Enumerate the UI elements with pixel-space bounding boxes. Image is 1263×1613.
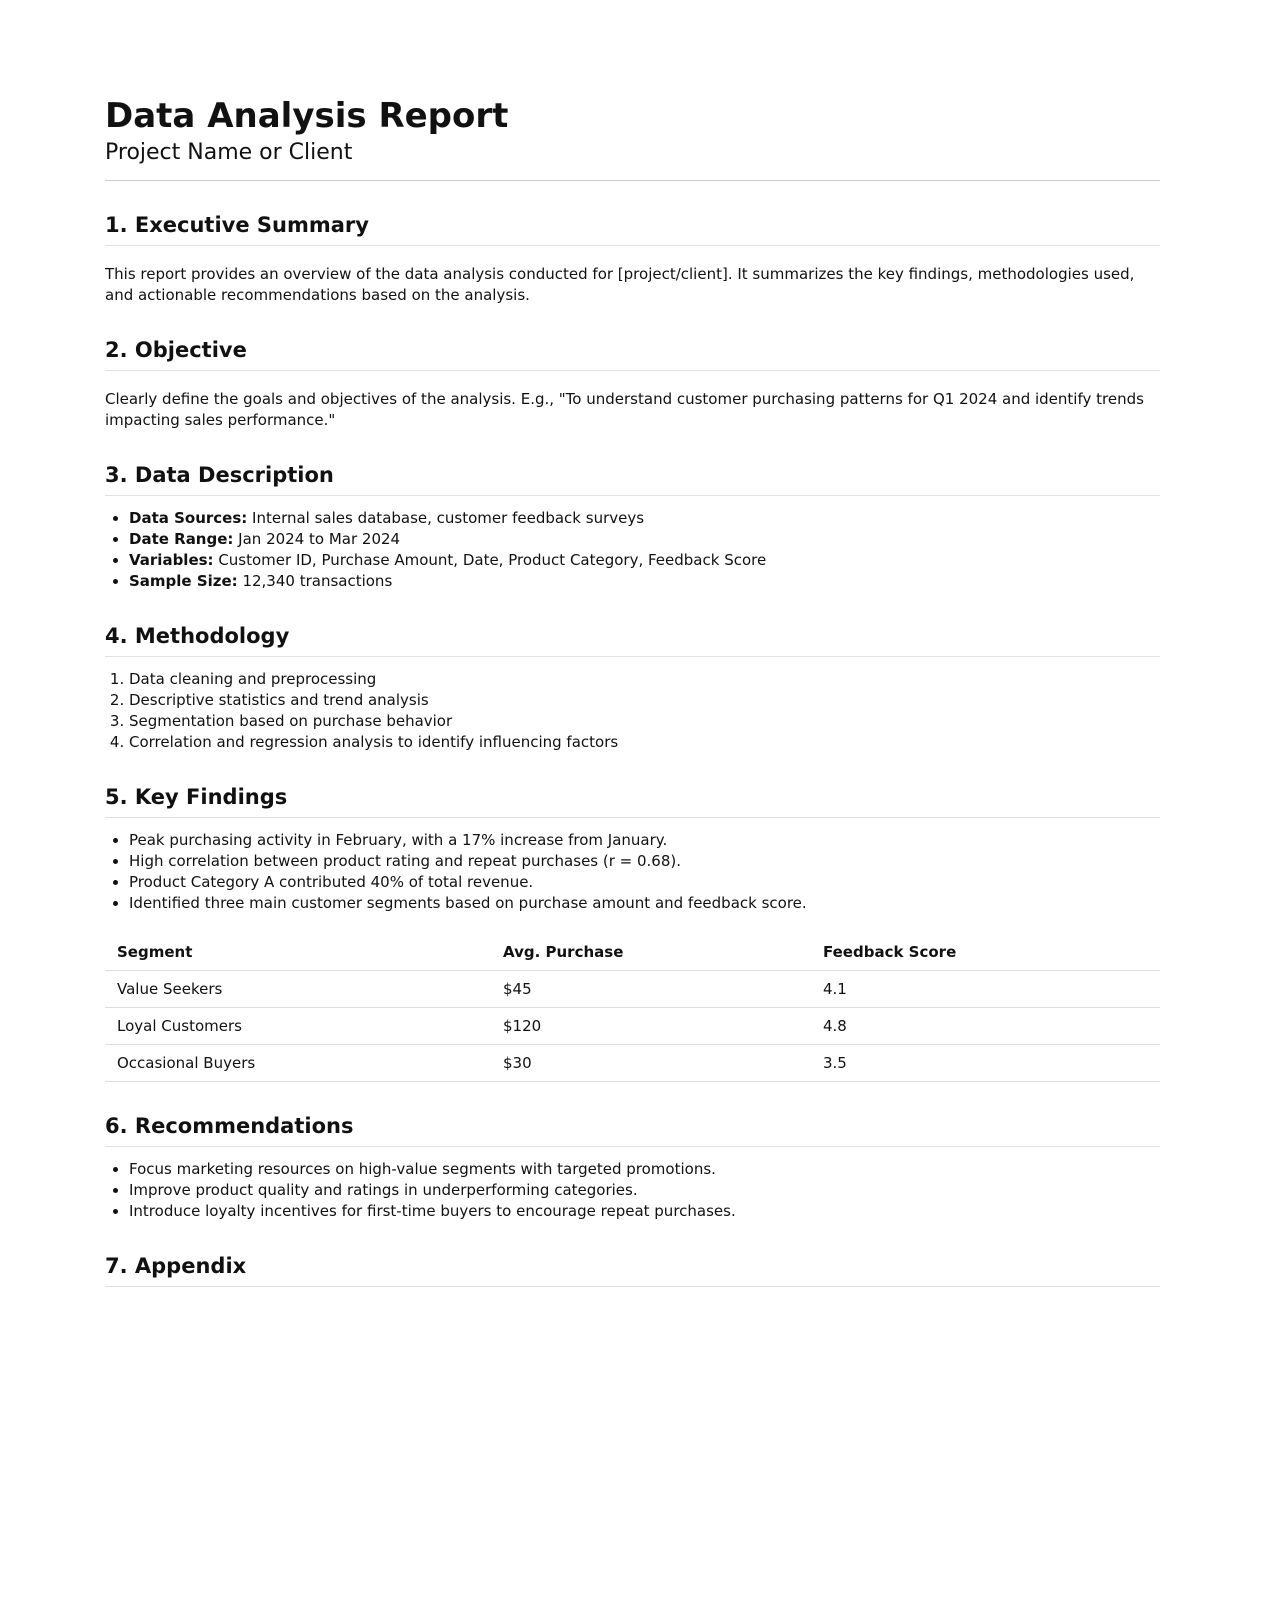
list-item bbox=[129, 529, 1160, 550]
table-cell: Value Seekers bbox=[105, 971, 491, 1008]
data-description-section bbox=[105, 461, 1160, 592]
list-item: • Focus marketing resources on high-value segments with targeted promotions. bbox=[129, 1159, 1160, 1180]
column-header: Segment bbox=[105, 934, 491, 971]
column-header: Avg. Purchase bbox=[491, 934, 811, 971]
table-cell: 4.8 bbox=[811, 1008, 1160, 1045]
table-row bbox=[105, 1045, 1160, 1082]
list-item bbox=[129, 571, 1160, 592]
report-header bbox=[105, 96, 1160, 181]
list-item: • Introduce loyalty incentives for first-time buyers to encourage repeat purchases. bbox=[129, 1201, 1160, 1222]
table-cell: Occasional Buyers bbox=[105, 1045, 491, 1082]
list-item: 4. Correlation and regression analysis to identify influencing factors bbox=[129, 732, 1160, 753]
list-item-term: Sample Size: bbox=[129, 572, 238, 590]
objective-section bbox=[105, 336, 1160, 431]
recommendations-section bbox=[105, 1112, 1160, 1222]
appendix-section bbox=[105, 1252, 1160, 1287]
table-cell: $120 bbox=[491, 1008, 811, 1045]
list-item bbox=[129, 508, 1160, 529]
list-item: • Peak purchasing activity in February, with a 17% increase from January. bbox=[129, 830, 1160, 851]
section-heading: 1. Executive Summary bbox=[105, 211, 1160, 246]
list-item: • High correlation between product rating and repeat purchases (r = 0.68). bbox=[129, 851, 1160, 872]
section-paragraph: This report provides an overview of the data analysis conducted for [project/client]. It summarizes the key findings, methodologies used, and actionable recommendations based on the analysis. bbox=[105, 265, 1135, 304]
report-subtitle: Project Name or Client bbox=[105, 140, 353, 165]
recommendations-list bbox=[105, 1159, 1160, 1222]
methodology-steps bbox=[105, 669, 1160, 753]
list-item: • Identified three main customer segments based on purchase amount and feedback score. bbox=[129, 893, 1160, 914]
table-cell: 4.1 bbox=[811, 971, 1160, 1008]
list-item: 2. Descriptive statistics and trend analysis bbox=[129, 690, 1160, 711]
list-item bbox=[129, 550, 1160, 571]
key-findings-list bbox=[105, 830, 1160, 914]
header-divider bbox=[105, 180, 1160, 181]
table-row bbox=[105, 971, 1160, 1008]
section-heading: 5. Key Findings bbox=[105, 783, 1160, 818]
section-heading: 6. Recommendations bbox=[105, 1112, 1160, 1147]
methodology-section bbox=[105, 622, 1160, 753]
section-heading: 2. Objective bbox=[105, 336, 1160, 371]
table-cell: $30 bbox=[491, 1045, 811, 1082]
table-row bbox=[105, 1008, 1160, 1045]
data-description-list bbox=[105, 508, 1160, 592]
column-header: Feedback Score bbox=[811, 934, 1160, 971]
key-findings-section bbox=[105, 783, 1160, 1082]
report-title: Data Analysis Report bbox=[105, 96, 509, 136]
list-item-term: Variables: bbox=[129, 551, 214, 569]
list-item-term: Date Range: bbox=[129, 530, 234, 548]
list-item: 1. Data cleaning and preprocessing bbox=[129, 669, 1160, 690]
section-heading: 7. Appendix bbox=[105, 1252, 1160, 1287]
list-item: • Improve product quality and ratings in underperforming categories. bbox=[129, 1180, 1160, 1201]
list-item: 3. Segmentation based on purchase behavior bbox=[129, 711, 1160, 732]
list-item-value: Customer ID, Purchase Amount, Date, Product Category, Feedback Score bbox=[213, 551, 767, 569]
list-item-value: 12,340 transactions bbox=[237, 572, 393, 590]
table-cell: Loyal Customers bbox=[105, 1008, 491, 1045]
list-item-value: Internal sales database, customer feedback surveys bbox=[247, 509, 645, 527]
list-item-term: Data Sources: bbox=[129, 509, 248, 527]
report-page bbox=[105, 0, 1160, 1287]
table-header-row bbox=[105, 934, 1160, 971]
section-heading: 4. Methodology bbox=[105, 622, 1160, 657]
list-item-value: Jan 2024 to Mar 2024 bbox=[233, 530, 401, 548]
segments-table bbox=[105, 934, 1160, 1082]
executive-summary-section bbox=[105, 211, 1160, 306]
list-item: • Product Category A contributed 40% of total revenue. bbox=[129, 872, 1160, 893]
table-cell: $45 bbox=[491, 971, 811, 1008]
section-paragraph: Clearly define the goals and objectives of the analysis. E.g., "To understand customer purchasing patterns for Q1 2024 and identify trends impacting sales performance." bbox=[105, 390, 1144, 429]
section-heading: 3. Data Description bbox=[105, 461, 1160, 496]
table-cell: 3.5 bbox=[811, 1045, 1160, 1082]
